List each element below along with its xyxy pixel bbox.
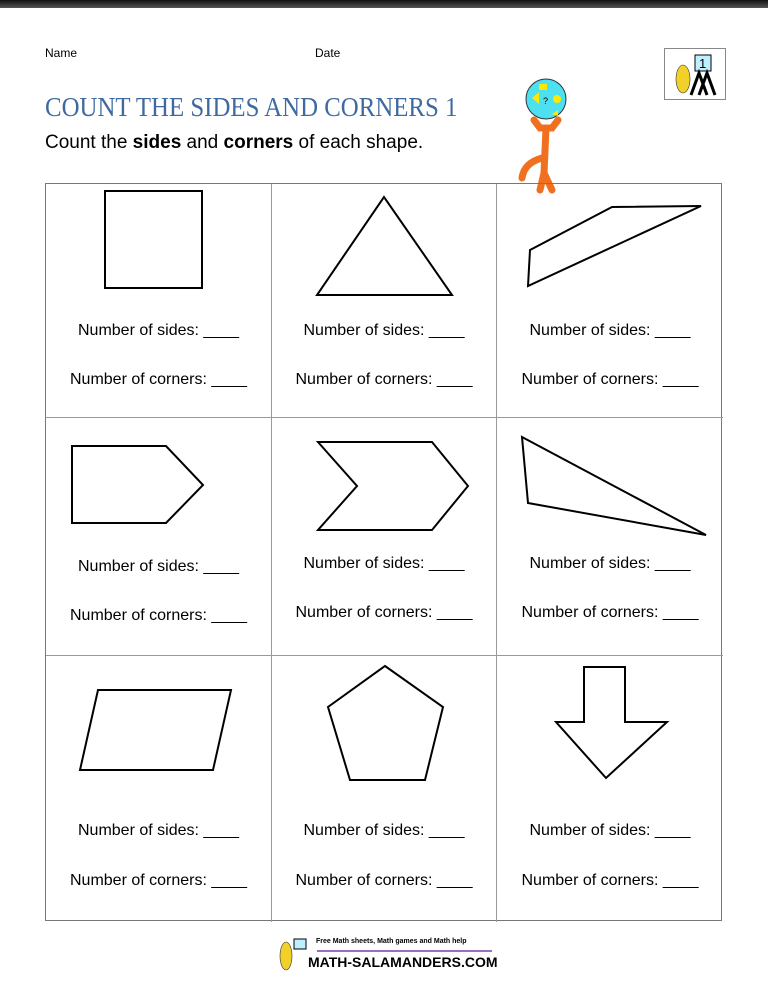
shape-cell: [46, 656, 272, 922]
shape-cell: [497, 184, 723, 418]
shape-cell: [46, 418, 272, 656]
footer-tagline: Free Math sheets, Math games and Math help: [316, 938, 467, 945]
corners-prompt: Number of corners: ____: [295, 872, 473, 889]
shape-cell: [497, 656, 723, 922]
top-bar: [0, 0, 768, 8]
page-title: COUNT THE SIDES AND CORNERS 1: [45, 92, 458, 122]
ball-question: ?: [543, 96, 549, 106]
corners-prompt: Number of corners: ____: [521, 604, 699, 621]
sides-prompt: Number of sides: ____: [78, 558, 239, 575]
footer-logo: [272, 934, 512, 974]
corners-prompt: Number of corners: ____: [70, 371, 247, 388]
instr-bold-sides: sides: [132, 132, 182, 153]
shape-cell: [46, 184, 272, 418]
corners-prompt: Number of corners: ____: [70, 872, 247, 889]
sides-prompt: Number of sides: ____: [529, 322, 691, 339]
sides-prompt: Number of sides: ____: [78, 822, 239, 839]
instr-text: and: [181, 132, 224, 153]
instr-text: of each shape.: [293, 132, 424, 153]
sides-prompt: Number of sides: ____: [78, 322, 239, 339]
name-label: Name: [45, 46, 78, 60]
sides-prompt: Number of sides: ____: [303, 822, 465, 839]
shape-cell: [272, 418, 497, 656]
shape-cell: [497, 418, 723, 656]
instr-text: Count the: [45, 132, 133, 153]
sides-prompt: Number of sides: ____: [303, 555, 465, 572]
date-label: Date: [315, 46, 341, 60]
instr-bold-corners: corners: [223, 132, 294, 153]
corners-prompt: Number of corners: ____: [521, 872, 699, 889]
sides-prompt: Number of sides: ____: [529, 822, 691, 839]
corners-prompt: Number of corners: ____: [295, 371, 473, 388]
shapes-grid: [45, 183, 722, 921]
corners-prompt: Number of corners: ____: [521, 371, 699, 388]
logo-number: 1: [699, 56, 707, 71]
sides-prompt: Number of sides: ____: [303, 322, 465, 339]
sides-prompt: Number of sides: ____: [529, 555, 691, 572]
shape-cell: [272, 656, 497, 922]
shape-cell: [272, 184, 497, 418]
corners-prompt: Number of corners: ____: [295, 604, 473, 621]
footer-site: MATH-SALAMANDERS.COM: [308, 954, 498, 970]
instructions: [45, 132, 423, 154]
corners-prompt: Number of corners: ____: [70, 607, 247, 624]
logo-icon: [664, 48, 726, 100]
